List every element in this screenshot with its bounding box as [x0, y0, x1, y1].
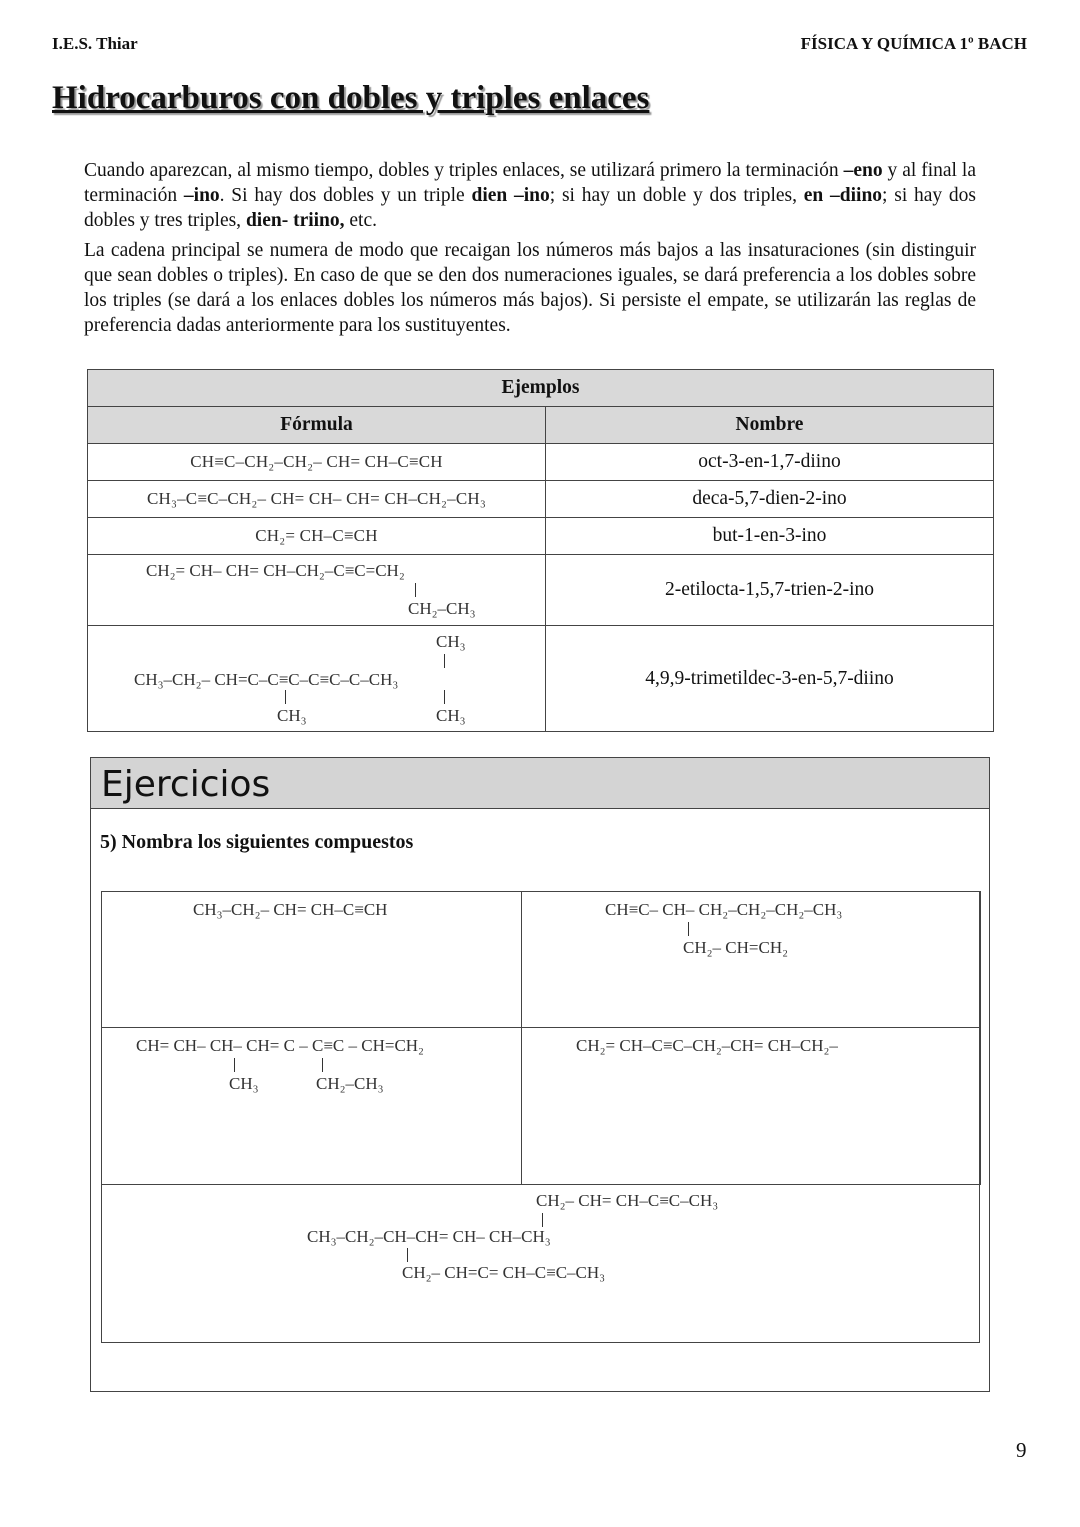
formula: CH₃–CH₂–CH–CH= CH– CH–CH₃ [307, 1227, 551, 1246]
bold-text: dien- triino, [245, 210, 345, 231]
text: Cuando aparezcan, al mismo tiempo, dobles y triples enlaces, se utilizará primero la terminación [84, 160, 844, 181]
compound-name: but-1-en-3-ino [546, 518, 994, 555]
examples-table [87, 369, 994, 732]
exercise-cell[interactable] [521, 1027, 981, 1185]
numbering-rules-paragraph: La cadena principal se numera de modo que recaigan los números más bajos a las insaturaciones (sin distinguir que sean dobles o triples). En caso de que se den dos numeraciones iguales, se dará preferencia a los dobles sobre los triples (se dará a los enlaces dobles los números más bajos). Si persiste el empate, se utilizarán las reglas de preferencia dadas anteriormente para los sustituyentes. [84, 240, 976, 336]
exercise-question: 5) Nombra los siguientes compuestos [100, 831, 414, 853]
exercise-cell[interactable] [101, 1027, 522, 1185]
table-row [88, 444, 994, 481]
formula: CH₃–CH₂– CH=C–C≡C–C≡C–C–CH₃ [134, 670, 399, 689]
formula: CH= CH– CH– CH= C – C≡C – CH=CH₂ [136, 1036, 424, 1055]
bond-line [688, 922, 689, 936]
formula: CH₂= CH–C≡CH [255, 526, 378, 545]
compound-name: 2-etilocta-1,5,7-trien-2-ino [546, 555, 994, 626]
table-row [88, 555, 994, 626]
examples-title: Ejemplos [88, 370, 994, 407]
exercise-grid [101, 891, 980, 1343]
formula: CH₃–C≡C–CH₂– CH= CH– CH= CH–CH₂–CH₃ [146, 489, 487, 508]
formula: CH≡C– CH– CH₂–CH₂–CH₂–CH₃ [605, 900, 843, 919]
bond-line [322, 1058, 323, 1072]
bond-line [285, 690, 286, 704]
formula-branch: CH₃ [277, 706, 307, 725]
text: ; si hay un doble y dos triples, [549, 185, 804, 206]
text: ; si hay dos dobles y tres triples, [84, 185, 977, 231]
column-header-name: Nombre [546, 407, 994, 444]
text: y al final la terminación [84, 160, 976, 206]
bond-line [542, 1213, 543, 1227]
school-name: I.E.S. Thiar [52, 34, 138, 53]
bold-text: en –diino [803, 185, 883, 206]
formula-branch: CH₂– CH=C= CH–C≡C–CH₃ [402, 1263, 606, 1282]
bond-line [407, 1248, 408, 1262]
formula: CH₂= CH– CH= CH–CH₂–C≡C=CH₂ [146, 561, 405, 580]
text: . Si hay dos dobles y un triple [219, 185, 472, 206]
formula-branch: CH₂– CH= CH–C≡C–CH₃ [536, 1191, 719, 1210]
formula: CH₂= CH–C≡C–CH₂–CH= CH–CH₂– [576, 1036, 838, 1055]
formula: CH₃–CH₂– CH= CH–C≡CH [193, 900, 388, 919]
bond-line [415, 583, 416, 597]
table-row [88, 626, 994, 732]
exercise-cell[interactable] [521, 891, 981, 1028]
page-title: Hidrocarburos con dobles y triples enlaces [52, 80, 650, 116]
bond-line [444, 690, 445, 704]
subject-header: FÍSICA Y QUÍMICA 1º BACH [800, 34, 1027, 53]
intro-paragraph [84, 158, 976, 233]
formula-branch: CH₃ [436, 632, 466, 651]
table-row [88, 481, 994, 518]
formula-branch: CH₂–CH₃ [408, 599, 476, 618]
compound-name: oct-3-en-1,7-diino [546, 444, 994, 481]
formula: CH≡C–CH₂–CH₂– CH= CH–C≡CH [190, 452, 443, 471]
formula-branch: CH₂– CH=CH₂ [683, 938, 789, 957]
bold-text: –eno [843, 160, 883, 181]
table-row [88, 518, 994, 555]
bond-line [444, 654, 445, 668]
text: etc. [344, 210, 378, 231]
formula-branch: CH₃ [229, 1074, 259, 1093]
exercise-cell[interactable] [101, 1184, 980, 1343]
compound-name: 4,9,9-trimetildec-3-en-5,7-diino [546, 626, 994, 732]
compound-name: deca-5,7-dien-2-ino [546, 481, 994, 518]
formula-branch: CH₂–CH₃ [316, 1074, 384, 1093]
bold-text: dien –ino [471, 185, 550, 206]
exercises-heading: Ejercicios [91, 758, 989, 809]
column-header-formula: Fórmula [88, 407, 546, 444]
page-number: 9 [1016, 1438, 1027, 1462]
bond-line [234, 1058, 235, 1072]
bold-text: –ino [183, 185, 220, 206]
formula-branch: CH₃ [436, 706, 466, 725]
exercise-cell[interactable] [101, 891, 522, 1028]
